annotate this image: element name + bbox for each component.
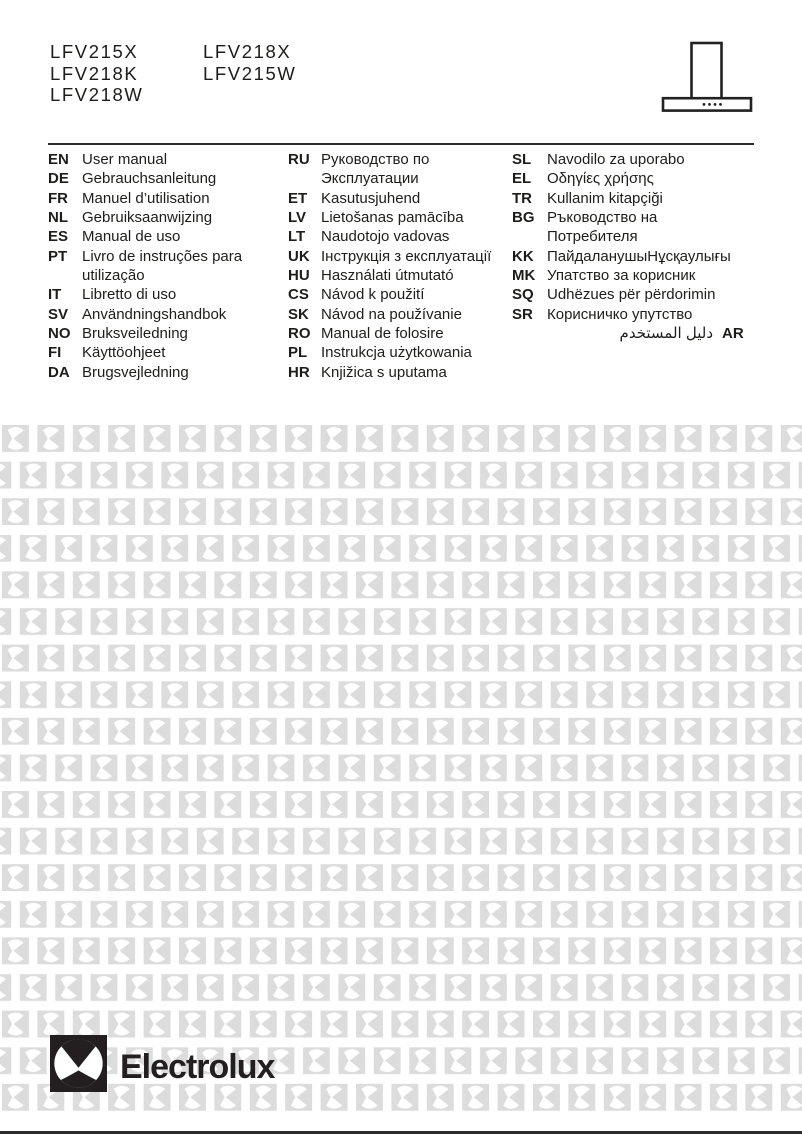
language-code: EL	[512, 170, 532, 188]
language-code: DA	[48, 363, 70, 381]
language-entry	[512, 208, 757, 227]
language-code: NL	[48, 209, 68, 227]
language-title: Brugsvejledning	[82, 363, 189, 381]
language-title: Ръководство на	[547, 209, 658, 227]
language-entry	[48, 189, 284, 208]
language-code	[48, 266, 82, 285]
language-entry	[288, 208, 512, 227]
language-code: PT	[48, 247, 68, 265]
language-entry	[288, 247, 512, 266]
language-code: KK	[512, 247, 534, 265]
language-title: Käyttöohjeet	[82, 344, 166, 362]
language-code: SQ	[512, 286, 534, 304]
language-code: HR	[288, 363, 310, 381]
language-entry	[48, 169, 284, 188]
header-divider-line	[48, 143, 754, 145]
language-code	[512, 227, 547, 246]
language-code: ES	[48, 228, 69, 246]
language-code: SL	[512, 151, 532, 168]
language-entry	[512, 285, 757, 304]
language-code: ET	[288, 189, 308, 207]
language-entry	[48, 247, 284, 266]
language-title: Gebrauchsanleitung	[82, 170, 217, 188]
language-code: TR	[512, 189, 532, 207]
language-entry-continuation	[288, 169, 512, 188]
language-entry	[48, 305, 284, 324]
language-title: Udhëzues për përdorimin	[547, 286, 716, 304]
language-entry	[288, 285, 512, 304]
language-code: HU	[288, 267, 310, 285]
language-entry	[288, 150, 512, 169]
language-code: PL	[288, 344, 308, 362]
language-entry	[48, 227, 284, 246]
language-title: Instrukcja użytkowania	[321, 344, 472, 362]
language-list-column-2	[288, 150, 512, 382]
language-title: Οδηγίες χρήσης	[547, 170, 654, 188]
language-title: Руководство по	[321, 151, 430, 168]
language-title: Эксплуатации	[321, 170, 419, 188]
language-title: Kasutusjuhend	[321, 189, 421, 207]
language-code: CS	[288, 286, 309, 304]
language-entry	[512, 305, 757, 324]
language-title: Használati útmutató	[321, 267, 454, 285]
language-title: Упатство за корисник	[547, 267, 696, 285]
language-list-column-3	[512, 150, 757, 343]
language-title: Gebruiksaanwijzing	[82, 209, 213, 227]
language-title: utilização	[82, 267, 145, 285]
language-title: Manual de uso	[82, 228, 181, 246]
language-entry	[512, 169, 757, 188]
language-entry	[512, 324, 757, 343]
language-title: Návod k použití	[321, 286, 425, 304]
model-number: LFV218W	[50, 84, 144, 105]
language-entry	[512, 266, 757, 285]
language-title: دليل المستخدم	[619, 325, 713, 343]
language-code	[288, 169, 321, 188]
language-title: Корисничко упутство	[547, 305, 693, 323]
language-entry	[48, 285, 284, 304]
language-entry	[288, 324, 512, 343]
language-title: Användningshandbok	[82, 305, 227, 323]
language-code: FI	[48, 344, 62, 362]
language-code: SR	[512, 305, 533, 323]
language-code: LT	[288, 228, 306, 246]
language-entry	[48, 343, 284, 362]
language-title: Manual de folosire	[321, 325, 444, 343]
language-code: UK	[288, 247, 310, 265]
language-entry	[48, 324, 284, 343]
model-list-column-1	[50, 41, 143, 106]
language-code: AR	[722, 325, 744, 343]
model-number: LFV218K	[50, 62, 139, 84]
footer-divider-line	[0, 1131, 802, 1134]
language-code: RU	[288, 151, 310, 168]
language-entry	[48, 150, 284, 169]
language-title: Livro de instruções para	[82, 247, 243, 265]
language-title: Libretto di uso	[82, 286, 177, 304]
language-title: Інструкція з експлуатації	[321, 247, 492, 265]
language-title: Navodilo za uporabo	[547, 151, 685, 168]
model-number: LFV218X	[203, 41, 292, 62]
language-code: SK	[288, 305, 309, 323]
language-code: EN	[48, 151, 69, 168]
language-entry	[48, 363, 284, 382]
language-entry	[288, 189, 512, 208]
language-code: FR	[48, 189, 68, 207]
language-entry	[288, 227, 512, 246]
language-code: NO	[48, 325, 71, 343]
language-title: ПайдаланушыНұсқаулығы	[547, 247, 731, 265]
language-entry	[288, 305, 512, 324]
model-list-column-2	[203, 41, 296, 84]
language-code: RO	[288, 325, 311, 343]
language-title: Naudotojo vadovas	[321, 228, 450, 246]
model-number: LFV215W	[203, 62, 297, 84]
language-entry	[288, 266, 512, 285]
language-title: Knjižica s uputama	[321, 363, 447, 381]
language-title: Bruksveiledning	[82, 325, 188, 343]
language-code: BG	[512, 209, 535, 227]
electrolux-symbol-pattern	[0, 425, 802, 1111]
language-entry-continuation	[512, 227, 757, 246]
language-entry-continuation	[48, 266, 284, 285]
model-number: LFV215X	[50, 41, 139, 62]
language-code: DE	[48, 170, 69, 188]
language-title: Návod na používanie	[321, 305, 462, 323]
language-entry	[512, 189, 757, 208]
language-list-column-1	[48, 150, 284, 382]
language-entry	[512, 247, 757, 266]
language-title: Kullanim kitapçiği	[547, 189, 663, 207]
electrolux-logo-icon	[50, 1035, 107, 1092]
language-code: MK	[512, 267, 536, 285]
language-title: Lietošanas pamācība	[321, 209, 464, 227]
language-entry	[288, 343, 512, 362]
language-code: LV	[288, 209, 307, 227]
brand-wordmark: Electrolux	[120, 1048, 275, 1086]
language-title: Manuel d’utilisation	[82, 189, 210, 207]
cooker-hood-icon	[660, 40, 755, 115]
language-code: SV	[48, 305, 69, 323]
language-entry	[288, 363, 512, 382]
language-entry	[512, 150, 757, 169]
language-title: User manual	[82, 151, 168, 168]
language-title: Потребителя	[547, 228, 638, 246]
language-code: IT	[48, 286, 62, 304]
language-entry	[48, 208, 284, 227]
